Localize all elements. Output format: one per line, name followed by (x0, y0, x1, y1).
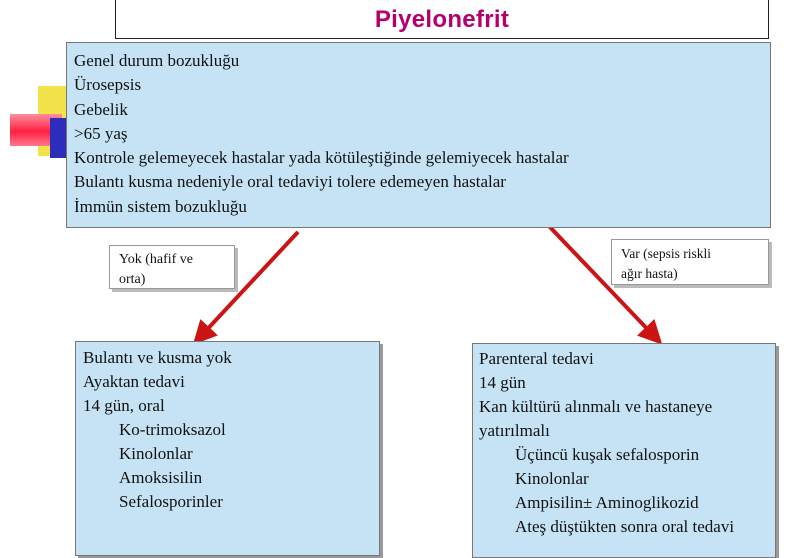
criteria-line: Genel durum bozukluğu (74, 51, 240, 70)
branch-present-box (611, 239, 769, 285)
parenteral-treatment-box (472, 343, 776, 558)
criteria-line: Gebelik (74, 99, 128, 119)
drug-item: Kinolonlar (515, 469, 589, 488)
treatment-line: Kan kültürü alınmalı ve hastaneye (479, 397, 713, 416)
treatment-line: Parenteral tedavi (479, 349, 594, 368)
treatment-line: 14 gün (479, 373, 526, 392)
drug-item: Ko-trimoksazol (119, 420, 226, 439)
branch-label: orta) (119, 272, 146, 287)
criteria-box (66, 42, 771, 228)
criteria-line: Bulantı kusma nedeniyle oral tedaviyi tolere edemeyen hastalar (74, 172, 506, 192)
branch-label: ağır hasta) (621, 266, 678, 281)
treatment-line: Ayaktan tedavi (83, 372, 185, 391)
drug-item: Ateş düştükten sonra oral tedavi (515, 517, 735, 536)
criteria-line: >65 yaş (74, 123, 128, 143)
branch-none-box (109, 245, 235, 289)
treatment-line: Bulantı ve kusma yok (83, 348, 232, 367)
page-title: Piyelonefrit (374, 6, 510, 33)
branch-label: Var (sepsis riskli (621, 246, 711, 261)
drug-item: Üçüncü kuşak sefalosporin (515, 445, 700, 464)
criteria-line: Kontrole gelemeyecek hastalar yada kötüleştiğinde gelemiyecek hastalar (74, 148, 569, 168)
branch-label: Yok (hafif ve (119, 252, 194, 267)
criteria-line: İmmün sistem bozukluğu (74, 196, 247, 216)
drug-item: Sefalosporinler (119, 492, 223, 511)
outpatient-treatment-box (75, 341, 380, 556)
drug-item: Ampisilin± Aminoglikozid (515, 493, 699, 512)
drug-item: Kinolonlar (119, 444, 193, 463)
treatment-line: 14 gün, oral (83, 396, 165, 415)
treatment-line: yatırılmalı (479, 421, 550, 440)
drug-item: Amoksisilin (119, 468, 203, 487)
criteria-line: Ürosepsis (74, 75, 142, 95)
